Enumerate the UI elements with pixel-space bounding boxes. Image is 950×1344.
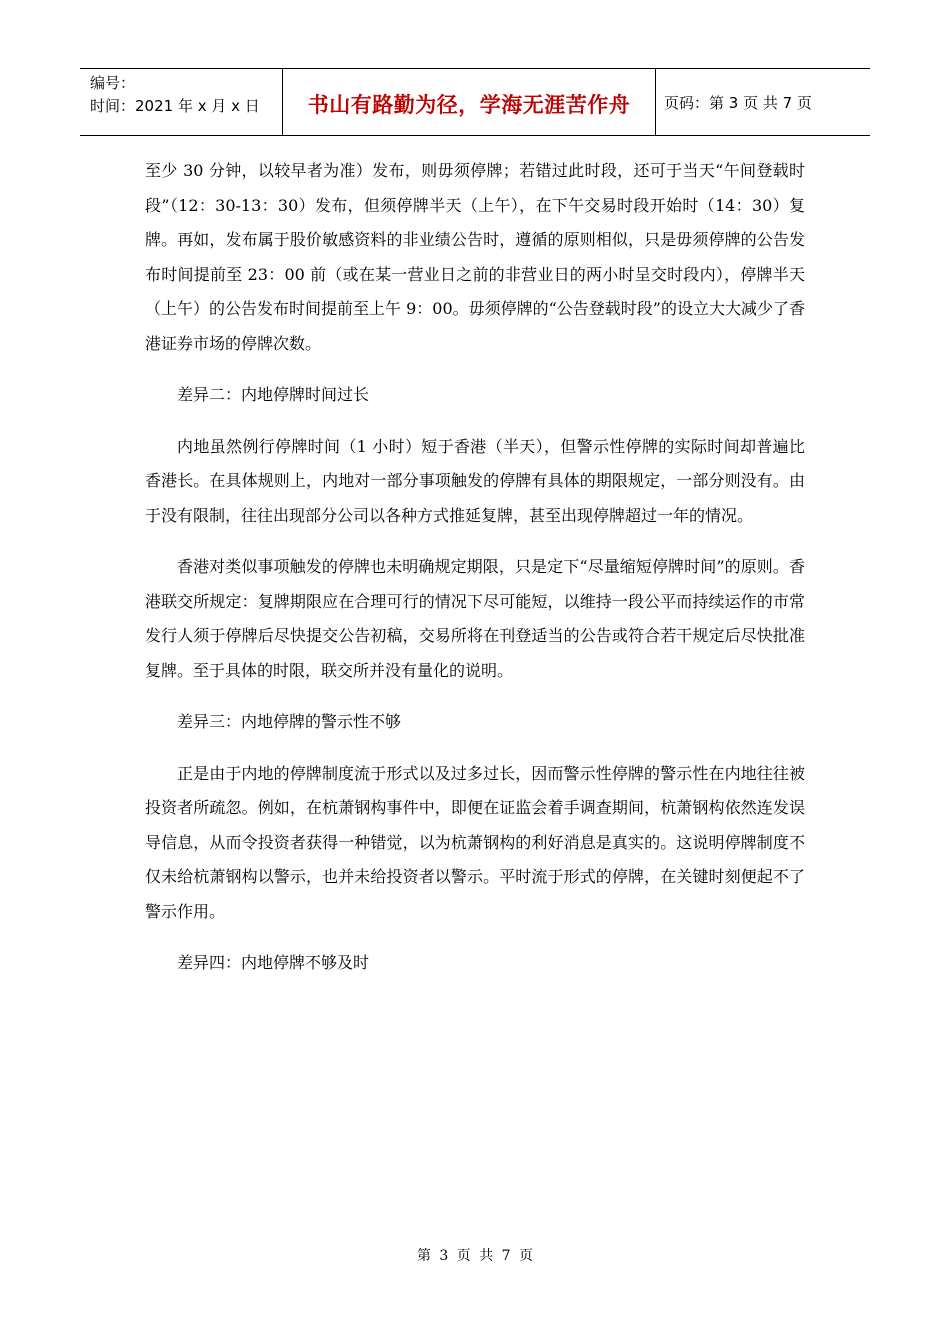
page-header	[80, 68, 870, 136]
page-footer: 第 3 页 共 7 页	[416, 1248, 534, 1264]
header-motto: 书山有路勤为径，学海无涯苦作舟	[307, 93, 631, 117]
paragraph: 香港对类似事项触发的停牌也未明确规定期限，只是定下“尽量缩短停牌时间”的原则。香港联交所规定：复牌期限应在合理可行的情况下尽可能短，以维持一段公平而持续运作的市常发行人须于停牌后尽快提交公告初稿，交易所将在刊登适当的公告或符合若干规定后尽快批准复牌。至于具体的时限，联交所并没有量化的说明。	[145, 557, 805, 680]
header-page-info-cell	[656, 69, 870, 135]
paragraph: 正是由于内地的停牌制度流于形式以及过多过长，因而警示性停牌的警示性在内地往往被投资者所疏忽。例如，在杭萧钢构事件中，即便在证监会着手调查期间，杭萧钢构依然连发误导信息，从而令投资者获得一种错觉，以为杭萧钢构的利好消息是真实的。这说明停牌制度不仅未给杭萧钢构以警示，也并未给投资者以警示。平时流于形式的停牌，在关键时刻便起不了警示作用。	[145, 763, 805, 921]
section-heading: 差异四：内地停牌不够及时	[177, 953, 370, 972]
header-meta	[80, 69, 283, 135]
section-heading: 差异三：内地停牌的警示性不够	[177, 712, 402, 731]
paragraph: 内地虽然例行停牌时间（1 小时）短于香港（半天），但警示性停牌的实际时间却普遍比香港长。在具体规则上，内地对一部分事项触发的停牌有具体的期限规定，一部分则没有。由于没有限制，往往出现部分公司以各种方式推延复牌，甚至出现停牌超过一年的情况。	[145, 436, 805, 525]
doc-date: 时间：2021 年 x 月 x 日	[90, 97, 260, 115]
paragraph: 至少 30 分钟，以较早者为准）发布，则毋须停牌；若错过此时段，还可于当天“午间登载时段”（12：30-13：30）发布，但须停牌半天（上午），在下午交易时段开始时（14：30）复牌。再如，发布属于股价敏感资料的非业绩公告时，遵循的原则相似，只是毋须停牌的公告发布时间提前至 23：00 前（或在某一营业日之前的非营业日的两小时呈交时段内），停牌半天（上午）的公告发布时间提前至上午 9：00。毋须停牌的“公告登载时段”的设立大大减少了香港证券市场的停牌次数。	[145, 161, 805, 353]
doc-number-label: 编号：	[90, 74, 136, 92]
header-motto-cell	[283, 69, 656, 135]
header-page-info: 页码：第 3 页 共 7 页	[664, 93, 812, 112]
document-body	[145, 154, 805, 998]
section-heading: 差异二：内地停牌时间过长	[177, 385, 370, 404]
